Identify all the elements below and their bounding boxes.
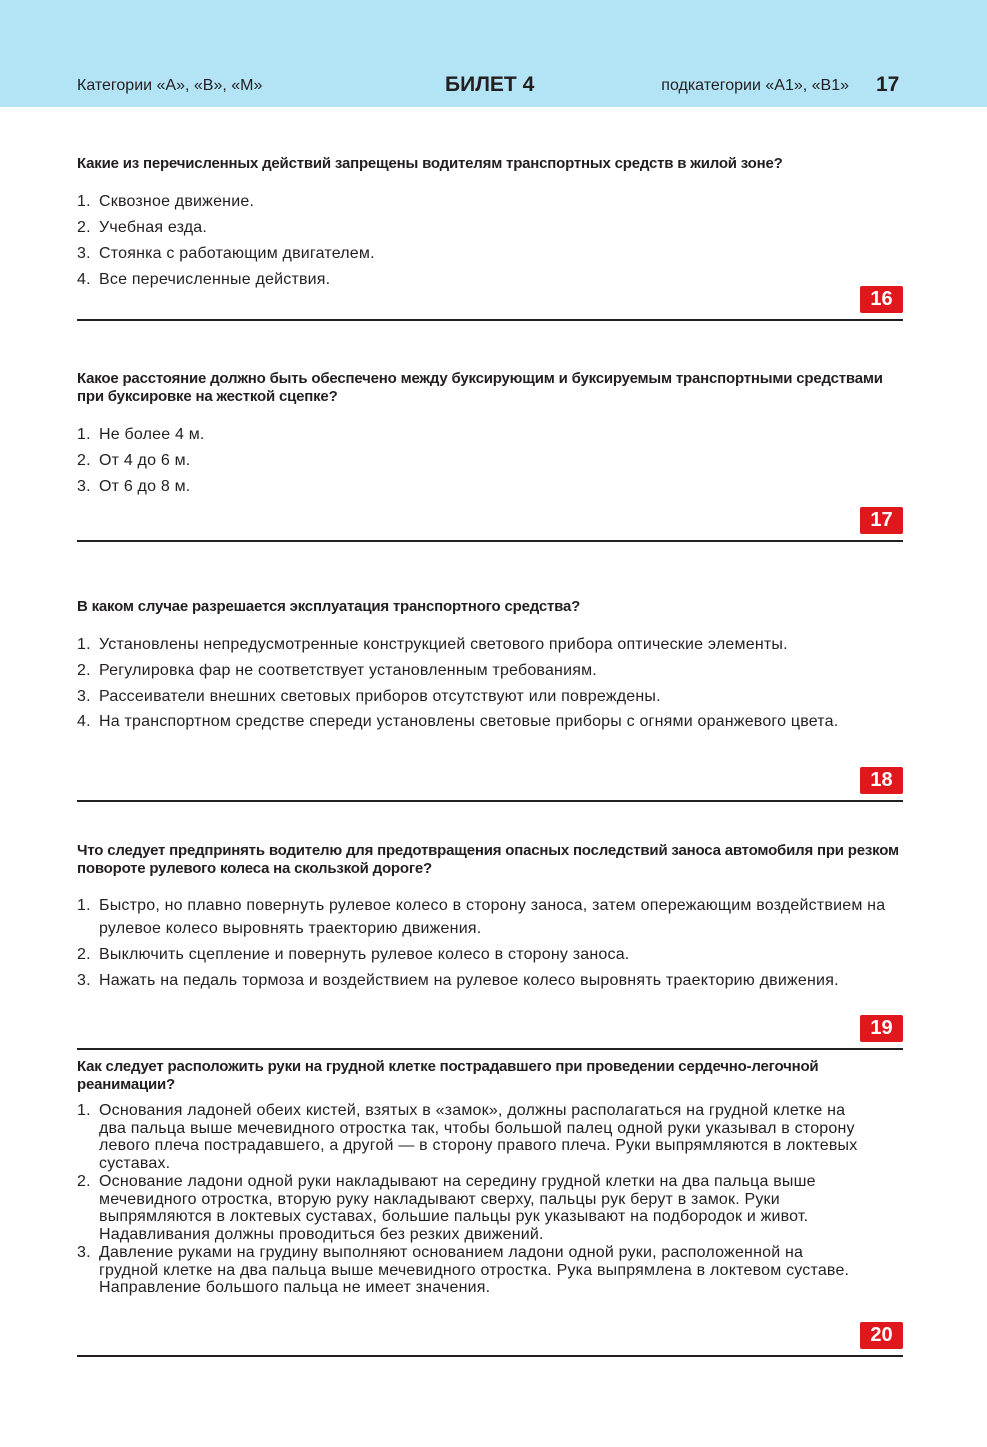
divider: [77, 540, 903, 542]
header-categories: Категории «A», «B», «M»: [77, 77, 263, 94]
answer-option[interactable]: 4. Все перечисленные действия.: [77, 271, 331, 288]
answer-option[interactable]: 2. От 4 до 6 м.: [77, 452, 191, 469]
answer-option[interactable]: 3. Давление руками на грудину выполняют основанием ладони одной руки, расположенной на грудной клетке на два пальца выше мечевидного отростка. Рука выпрямлена в локтевом суставе. Направление большого пальца не имеет значения.: [77, 1244, 850, 1296]
page-number: 17: [876, 73, 900, 96]
answer-option[interactable]: 1. Основания ладоней обеих кистей, взятых в «замок», должны располагаться на грудной клетке на два пальца выше мечевидного отростка так, чтобы большой палец одной руки указывал в сторону левого плеча пострадавшего, а другой — в сторону правого плеча. Руки выпрямляются в локтевых суставах.: [77, 1102, 858, 1172]
answer-list: [77, 1102, 877, 1297]
divider: [77, 800, 903, 802]
ticket-title: БИЛЕТ 4: [445, 73, 535, 96]
question-text: В каком случае разрешается эксплуатация транспортного средства?: [77, 598, 581, 615]
header-band: [0, 0, 987, 107]
question-text: Какие из перечисленных действий запрещены водителям транспортных средств в жилой зоне?: [77, 155, 783, 172]
question-20: [77, 1058, 903, 1297]
question-number-badge: 17: [860, 507, 903, 534]
answer-option[interactable]: 4. На транспортном средстве спереди установлены световые приборы с огнями оранжевого цвета.: [77, 713, 839, 730]
question-text: Что следует предпринять водителю для предотвращения опасных последствий заноса автомобиля при резком повороте рулевого колеса на скользкой дороге?: [77, 842, 899, 877]
answer-option[interactable]: 2. Основание ладони одной руки накладывают на середину грудной клетки на два пальца выше мечевидного отростка, вторую руку накладывают сверху, пальцы рук берут в замок. Руки выпрямляются в локтевых суставах, большие пальцы рук указывают на подбородок и живот. Надавливания должны проводиться без резких движений.: [77, 1173, 816, 1243]
answer-list: [77, 189, 903, 293]
answer-list: [77, 894, 903, 992]
answer-list: [77, 422, 903, 500]
answer-option[interactable]: 3. Рассеиватели внешних световых приборов отсутствуют или повреждены.: [77, 688, 661, 705]
question-number-badge: 19: [860, 1015, 903, 1042]
divider: [77, 1048, 903, 1050]
question-17: [77, 370, 903, 500]
answer-option[interactable]: 3. Стоянка с работающим двигателем.: [77, 245, 375, 262]
answer-option[interactable]: 3. От 6 до 8 м.: [77, 478, 191, 495]
question-text: Как следует расположить руки на грудной клетке пострадавшего при проведении сердечно-легочной реанимации?: [77, 1058, 819, 1093]
answer-option[interactable]: 2. Выключить сцепление и повернуть рулевое колесо в сторону заноса.: [77, 946, 630, 963]
answer-option[interactable]: 2. Регулировка фар не соответствует установленным требованиям.: [77, 662, 597, 679]
answer-option[interactable]: 2. Учебная езда.: [77, 219, 208, 236]
answer-option[interactable]: 3. Нажать на педаль тормоза и воздействием на рулевое колесо выровнять траекторию движения.: [77, 972, 839, 989]
question-number-badge: 18: [860, 767, 903, 794]
question-number-badge: 16: [860, 286, 903, 313]
question-number-badge: 20: [860, 1322, 903, 1349]
answer-option[interactable]: 1. Сквозное движение.: [77, 193, 255, 210]
question-18: [77, 598, 903, 733]
divider: [77, 319, 903, 321]
answer-option[interactable]: 1. Установлены непредусмотренные конструкцией светового прибора оптические элементы.: [77, 636, 788, 653]
question-16: [77, 155, 903, 293]
divider: [77, 1355, 903, 1357]
question-19: [77, 842, 903, 992]
header-subcategories: подкатегории «A1», «B1»: [661, 77, 849, 94]
answer-list: [77, 632, 903, 733]
answer-option[interactable]: 1. Не более 4 м.: [77, 426, 205, 443]
question-text: Какое расстояние должно быть обеспечено между буксирующим и буксируемым транспортными средствами при буксировке на жесткой сцепке?: [77, 370, 883, 405]
answer-option[interactable]: 1. Быстро, но плавно повернуть рулевое колесо в сторону заноса, затем опережающим воздействием на рулевое колесо выровнять траекторию движения.: [77, 897, 886, 937]
